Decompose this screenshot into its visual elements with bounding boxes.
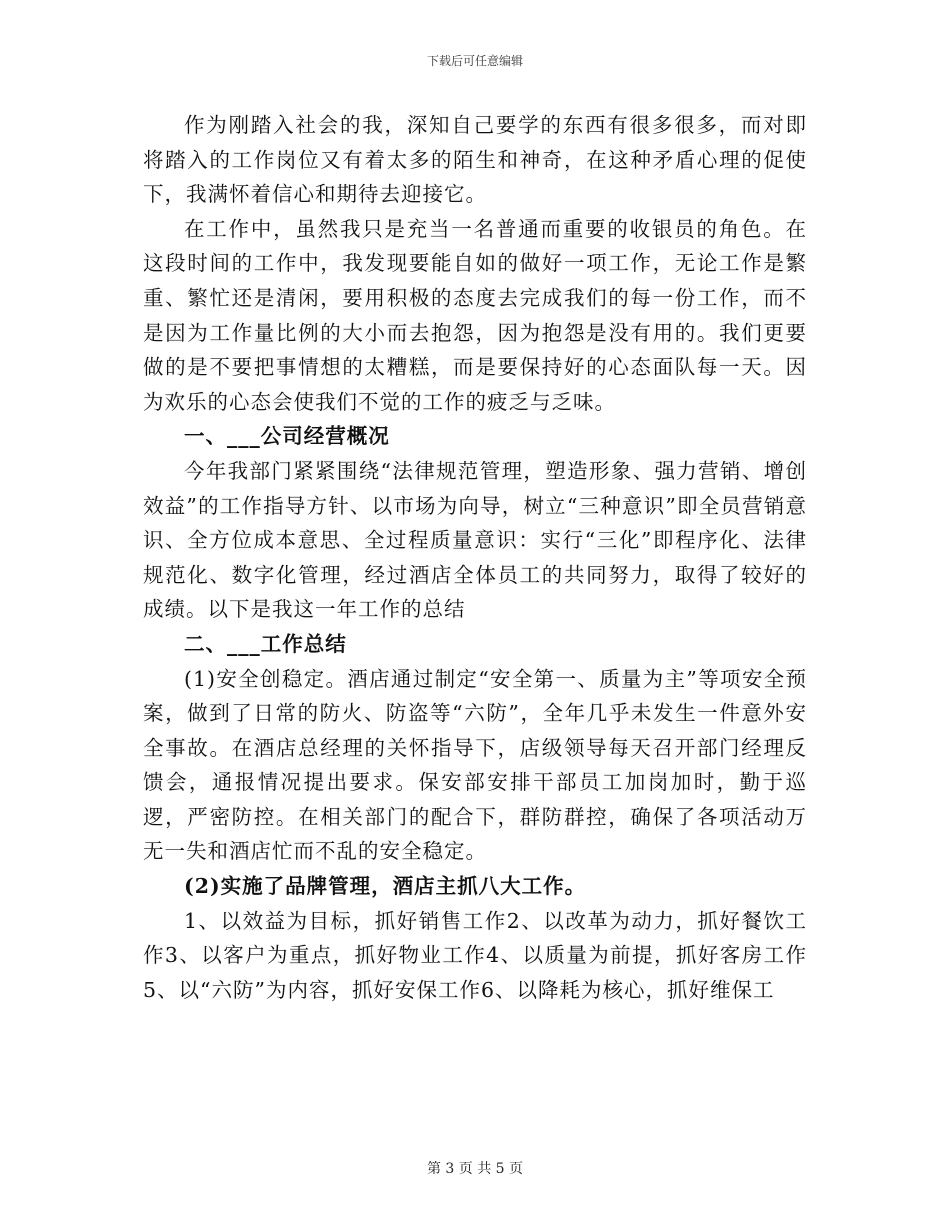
section-heading-company-overview: 一、___公司经营概况 [184, 424, 390, 449]
page-header: 下载后可任意编辑 [426, 54, 523, 68]
section-heading-work-summary: 二、___工作总结 [184, 631, 347, 656]
document-body [143, 108, 807, 1007]
subheading-brand-management: (2)实施了品牌管理，酒店主抓八大工作。 [184, 874, 587, 899]
paragraph-intro: 作为刚踏入社会的我，深知自己要学的东西有很多很多，而对即将踏入的工作岗位又有着太多的陌生和神奇，在这种矛盾心理的促使下，我满怀着信心和期待去迎接它。 [143, 113, 807, 207]
paragraph-eight-tasks: 1、以效益为目标，抓好销售工作2、以改革为动力，抓好餐饮工作3、以客户为重点，抓好物业工作4、以质量为前提，抓好客房工作5、以“六防”为内容，抓好安保工作6、以降耗为核心，抓好维保工 [143, 908, 807, 1002]
paragraph-company-overview: 今年我部门紧紧围绕“法律规范管理，塑造形象、强力营销、增创效益”的工作指导方针、以市场为向导，树立“三种意识”即全员营销意识、全方位成本意思、全过程质量意识：实行“三化”即程序化、法律规范化、数字化管理，经过酒店全体员工的共同努力，取得了较好的成绩。以下是我这一年工作的总结 [143, 458, 807, 622]
paragraph-safety: (1)安全创稳定。酒店通过制定“安全第一、质量为主”等项安全预案，做到了日常的防火、防盗等“六防”，全年几乎未发生一件意外安全事故。在酒店总经理的关怀指导下，店级领导每天召开部门经理反馈会，通报情况提出要求。保安部安排干部员工加岗加时，勤于巡逻，严密防控。在相关部门的配合下，群防群控，确保了各项活动万无一失和酒店忙而不乱的安全稳定。 [143, 666, 807, 864]
paragraph-work-attitude: 在工作中，虽然我只是充当一名普通而重要的收银员的角色。在这段时间的工作中，我发现要能自如的做好一项工作，无论工作是繁重、繁忙还是清闲，要用积极的态度去完成我们的每一份工作，而不是因为工作量比例的大小而去抱怨，因为抱怨是没有用的。我们更要做的是不要把事情想的太糟糕，而是要保持好的心态面队每一天。因为欢乐的心态会使我们不觉的工作的疲乏与乏味。 [143, 216, 807, 414]
page-footer: 第 3 页 共 5 页 [426, 1161, 524, 1177]
